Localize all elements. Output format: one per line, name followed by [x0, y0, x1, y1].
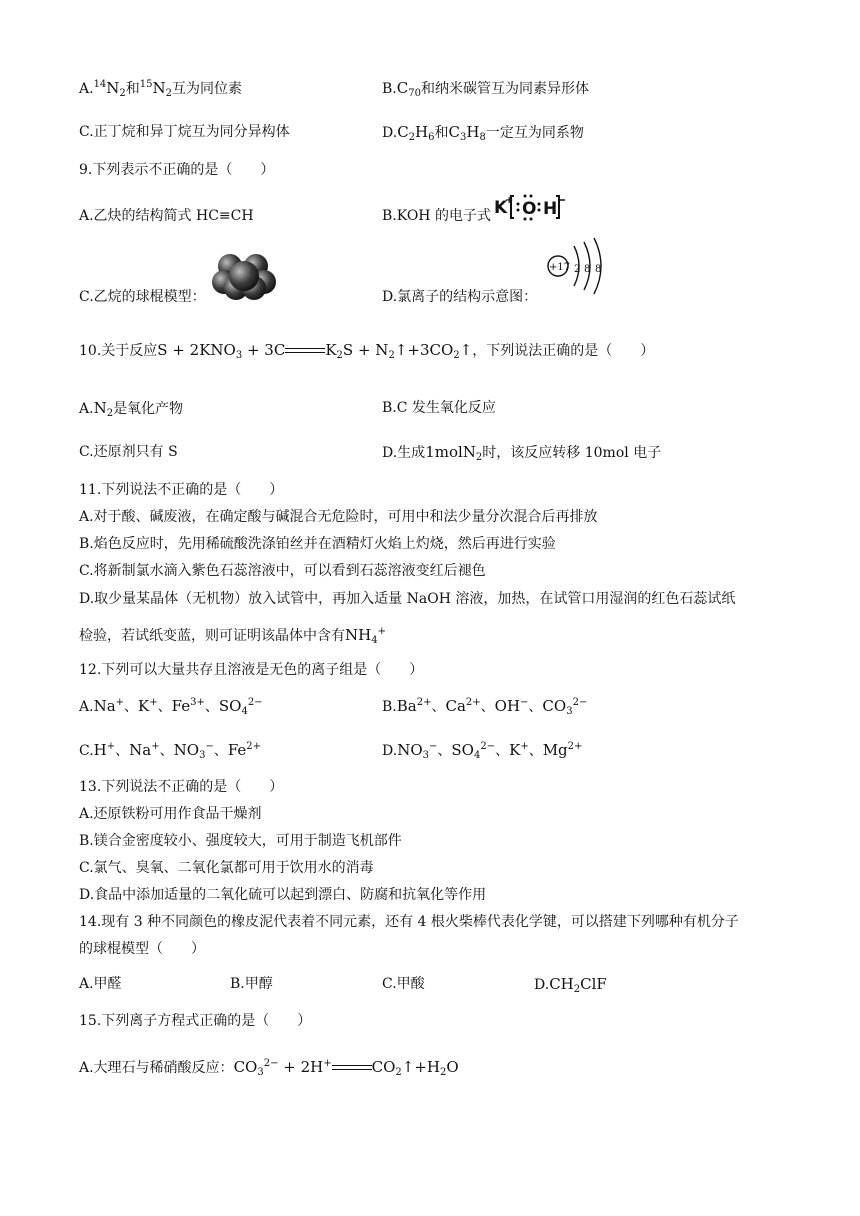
q14-option-a: A.甲醛 — [79, 976, 122, 992]
koh-h-label: H — [543, 199, 558, 219]
q10-equation: $S + 2KNO_3 + 3C$ $K_2S$ + $N_2↑+3CO_2↑$ — [157, 341, 473, 361]
q9-option-b: B.KOH 的电子式 — [382, 208, 491, 224]
q9-option-c: C.乙烷的球棍模型： — [79, 289, 206, 305]
koh-electron-formula — [492, 192, 564, 220]
q13-option-b: B.镁合金密度较小、强度较大，可用于制造飞机部件 — [79, 833, 402, 849]
koh-k-charge: + — [505, 195, 514, 206]
q15-stem: 15.下列离子方程式正确的是（ ） — [79, 1013, 312, 1029]
q13-stem: 13.下列说法不正确的是（ ） — [79, 779, 284, 795]
q14-stem-line2: 的球棍模型（ ） — [79, 941, 205, 957]
q12-stem: 12.下列可以大量共存且溶液是无色的离子组是（ ） — [79, 662, 424, 678]
ethane-ball-model-figure — [212, 252, 276, 302]
q9-option-a: A.乙炔的结构简式 HC≡CH — [79, 208, 254, 224]
q12-option-a: A.Na+、K+、$Fe^{3+}$、$SO_4^{2-}$ — [79, 697, 263, 717]
q8-option-d: $D.C_2H_6$和$C_3H_8$一定互为同系物 — [382, 123, 584, 143]
q13-option-a: A.还原铁粉可用作食品干燥剂 — [79, 806, 262, 822]
q11-option-c: C.将新制氯水滴入紫色石蕊溶液中，可以看到石蕊溶液变红后褪色 — [79, 563, 486, 579]
q14-stem-line1: 14.现有 3 种不同颜色的橡皮泥代表着不同元素，还有 4 根火柴棒代表化学键，可以搭建下列哪种有机分子 — [79, 914, 739, 930]
q11-option-d-line2: 检验，若试纸变蓝，则可证明该晶体中含有$NH_4^+$ — [79, 626, 386, 646]
q13-option-c: C.氯气、臭氧、二氧化氯都可用于饮用水的消毒 — [79, 860, 374, 876]
koh-k-label: K — [494, 198, 508, 218]
q9-option-d: D.氯离子的结构示意图： — [382, 289, 538, 305]
q10-option-d: D.生成1molN$_2$时，该反应转移 10mol 电子 — [382, 443, 662, 463]
q11-option-a: A.对于酸、碱废液，在确定酸与碱混合无危险时，可用中和法少量分次混合后再排放 — [79, 509, 598, 525]
q10-option-b: B.C 发生氧化反应 — [382, 400, 496, 416]
cl-shell-2: 8 — [584, 264, 591, 275]
q12-option-d: $D.NO_3^-$、$SO_4^{2-}$、K+、$Mg^{2+}$ — [382, 741, 583, 761]
q11-option-b: B.焰色反应时，先用稀硫酸洗涤铂丝并在酒精灯火焰上灼烧，然后再进行实验 — [79, 536, 556, 552]
chloride-ion-structure-figure — [544, 236, 610, 298]
q8-option-b: $B.C_{70}$和纳米碳管互为同素异形体 — [382, 79, 589, 99]
cl-nucleus-label: +17 — [549, 262, 571, 273]
cl-shell-1: 2 — [574, 264, 581, 275]
q8-option-c: C.正丁烷和异丁烷互为同分异构体 — [79, 124, 290, 140]
q11-option-d-line1: D.取少量某晶体（无机物）放入试管中，再加入适量 NaOH 溶液，加热，在试管口用湿润的红色石蕊试纸 — [79, 591, 736, 607]
q13-option-d: D.食品中添加适量的二氧化硫可以起到漂白、防腐和抗氧化等作用 — [79, 887, 487, 903]
q8-option-a: $A.^{14}N_2$和$^{15}N_2$互为同位素 — [79, 79, 243, 99]
q12-option-c: C.H+、Na+、$NO_3^-$、$Fe^{2+}$ — [79, 741, 262, 761]
cl-shell-3: 8 — [595, 264, 602, 275]
q15-equation: $CO_3^{2-} + 2H^+$ $CO_2↑+H_2O$ — [233, 1058, 459, 1078]
q9-stem: 9.下列表示不正确的是（ ） — [79, 162, 275, 178]
q15-option-a: A.大理石与稀硝酸反应：$CO_3^{2-} + 2H^+$ $CO_2↑+H_2O$ — [79, 1058, 459, 1078]
q10-option-c: C.还原剂只有 S — [79, 444, 178, 460]
q10-stem: 10.关于反应$S + 2KNO_3 + 3C$ $K_2S$ + $N_2↑+3CO_2↑$，下列说法正确的是（ ） — [79, 341, 655, 361]
q14-option-b: B.甲醇 — [230, 976, 273, 992]
q12-option-b: $B.Ba^{2+}$、$Ca^{2+}$、OH−、$CO_3^{2-}$ — [382, 697, 588, 717]
koh-electron-formula-svg — [492, 192, 566, 222]
q14-option-c: C.甲酸 — [382, 976, 425, 992]
q10-option-a: $A.N_2$是氧化产物 — [79, 399, 184, 419]
q14-option-d: $D.CH_2ClF$ — [534, 975, 607, 995]
q11-stem: 11.下列说法不正确的是（ ） — [79, 482, 284, 498]
koh-o-label: O — [522, 199, 537, 219]
